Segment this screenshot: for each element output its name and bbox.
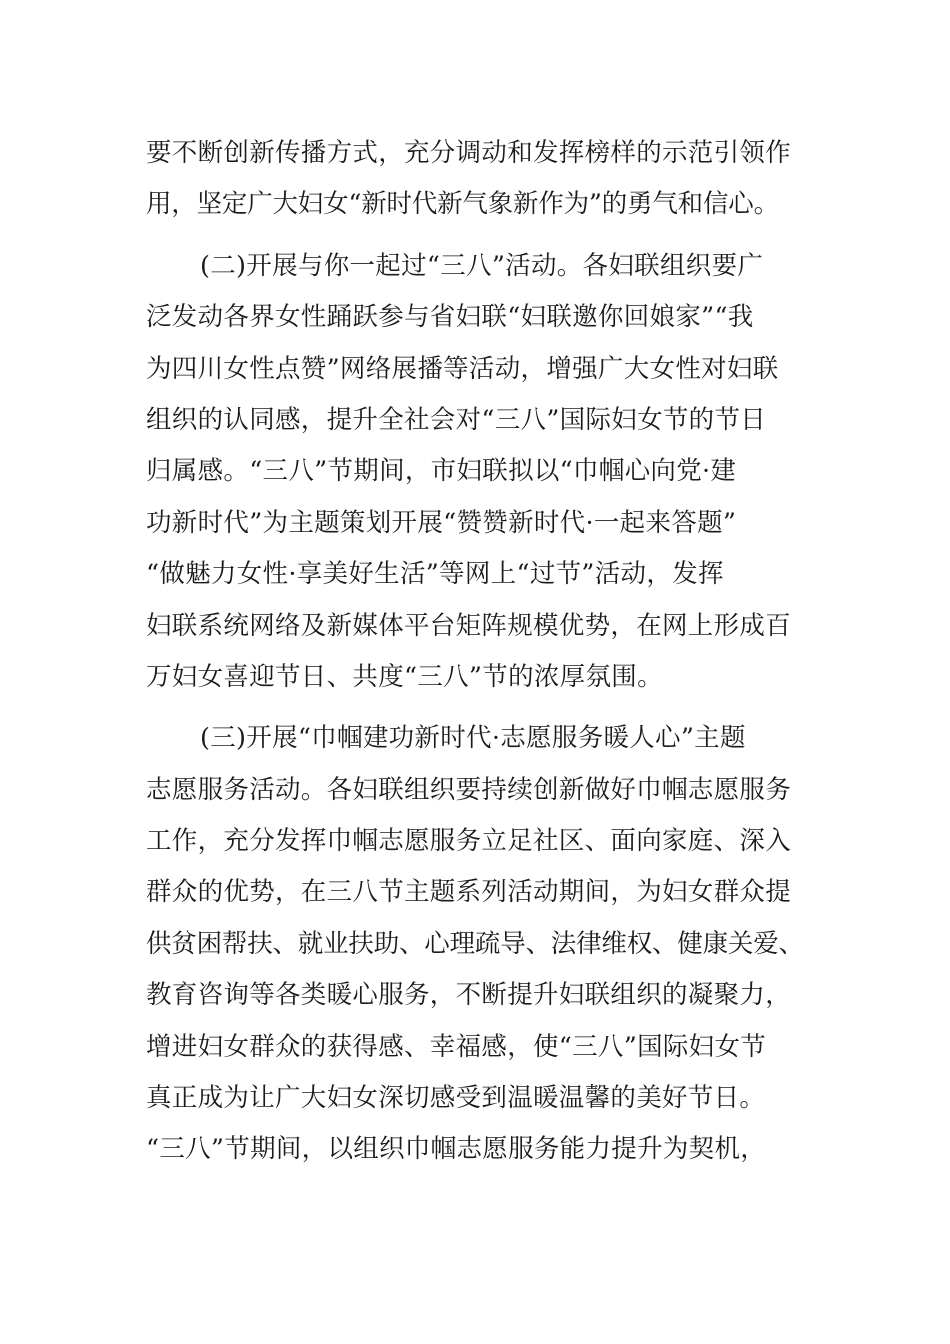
paragraph-section-3: [146, 713, 846, 1176]
text-line: 功新时代”为主题策划开展“赞赞新时代·一起来答题”: [146, 507, 737, 538]
text-line: “做魅力女性·享美好生活”等网上“过节”活动，发挥: [146, 559, 724, 590]
text-line: 教育咨询等各类暖心服务，不断提升妇联组织的凝聚力，: [146, 980, 792, 1011]
text-line: 组织的认同感，提升全社会对“三八”国际妇女节的节日: [146, 404, 767, 435]
text-line: 增进妇女群众的获得感、幸福感，使“三八”国际妇女节: [146, 1031, 767, 1062]
text-line: 泛发动各界女性踊跃参与省妇联“妇联邀你回娘家”“我: [146, 302, 754, 333]
text-line: 供贫困帮扶、就业扶助、心理疏导、法律维权、健康关爱、: [146, 928, 804, 959]
text-line: 归属感。“三八”节期间，市妇联拟以“巾帼心向党·建: [146, 456, 737, 487]
text-line: 志愿服务活动。各妇联组织要持续创新做好巾帼志愿服务: [146, 774, 792, 805]
text-line: 群众的优势，在三八节主题系列活动期间，为妇女群众提: [146, 877, 792, 908]
text-line: “三八”节期间，以组织巾帼志愿服务能力提升为契机，: [146, 1134, 767, 1165]
text-line: 为四川女性点赞”网络展播等活动，增强广大女性对妇联: [146, 353, 779, 384]
text-line: 万妇女喜迎节日、共度“三八”节的浓厚氛围。: [146, 661, 663, 692]
text-line: 真正成为让广大妇女深切感受到温暖温馨的美好节日。: [146, 1083, 766, 1114]
text-line: (三)开展“巾帼建功新时代·志愿服务暖人心”主题: [200, 723, 746, 754]
text-line: 妇联系统网络及新媒体平台矩阵规模优势，在网上形成百: [146, 610, 792, 641]
paragraph-section-2: [146, 241, 846, 704]
text-line: 工作，充分发挥巾帼志愿服务立足社区、面向家庭、深入: [146, 826, 792, 857]
text-line: 要不断创新传播方式，充分调动和发挥榜样的示范引领作: [146, 138, 792, 168]
paragraph-continuation: [146, 128, 846, 231]
text-line: (二)开展与你一起过“三八”活动。各妇联组织要广: [200, 250, 764, 281]
text-line: 用，坚定广大妇女“新时代新气象新作为”的勇气和信心。: [146, 189, 779, 220]
document-body: [146, 128, 846, 1176]
